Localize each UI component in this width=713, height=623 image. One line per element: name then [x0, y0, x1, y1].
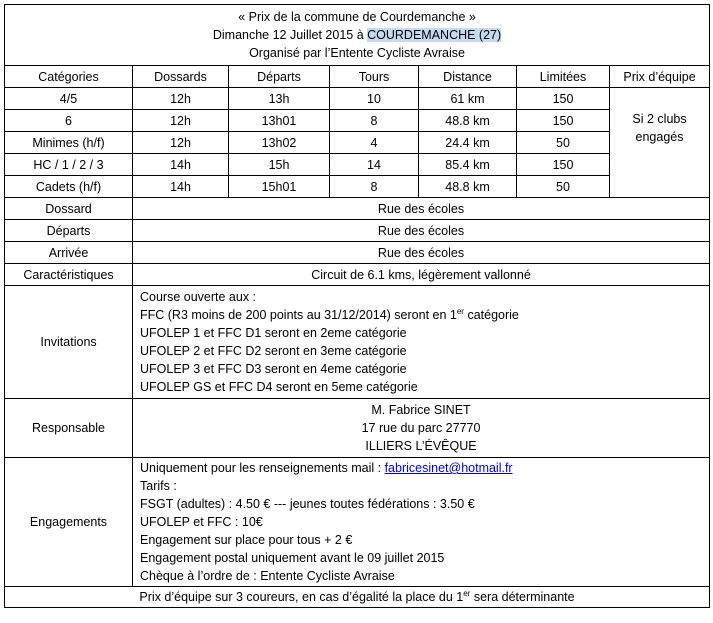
category-distance: 48.8 km — [419, 176, 517, 198]
prix-equipe-cell: Si 2 clubs engagés — [610, 88, 710, 198]
info-row-caracteristiques — [5, 264, 710, 286]
category-distance: 85.4 km — [419, 154, 517, 176]
category-dossards: 14h — [133, 176, 229, 198]
category-name: Cadets (h/f) — [5, 176, 133, 198]
responsable-row — [5, 399, 710, 458]
info-row-dossard — [5, 198, 710, 220]
column-header-row — [5, 66, 710, 88]
category-departs: 13h02 — [229, 132, 330, 154]
category-tours: 8 — [330, 176, 419, 198]
invitations-row — [5, 286, 710, 399]
category-dossards: 12h — [133, 88, 229, 110]
event-location: COURDEMANCHE (27) — [367, 28, 502, 42]
engagements-label: Engagements — [5, 458, 133, 587]
category-departs: 15h01 — [229, 176, 330, 198]
responsable-content — [133, 399, 710, 458]
category-tours: 8 — [330, 110, 419, 132]
invitations-label: Invitations — [5, 286, 133, 399]
category-departs: 13h01 — [229, 110, 330, 132]
col-header-departs: Départs — [229, 66, 330, 88]
category-dossards: 14h — [133, 154, 229, 176]
info-label: Départs — [5, 220, 133, 242]
col-header-distance: Distance — [419, 66, 517, 88]
category-limitees: 150 — [517, 154, 610, 176]
email-link[interactable]: fabricesinet@hotmail.fr — [384, 461, 513, 475]
category-distance: 48.8 km — [419, 110, 517, 132]
info-value: Rue des écoles — [133, 220, 710, 242]
event-organizer: Organisé par l’Entente Cycliste Avraise — [249, 46, 465, 60]
category-dossards: 12h — [133, 132, 229, 154]
category-departs: 15h — [229, 154, 330, 176]
info-label: Caractéristiques — [5, 264, 133, 286]
category-row — [5, 110, 710, 132]
engagements-content: Uniquement pour les renseignements mail : fabricesinet@hotmail.fr Tarifs : FSGT (adultes) : 4.50 € --- jeunes toutes fédérations : 3.50 € UFOLEP et FFC : 10€ Engagement sur place pour tous + 2 € Engagement postal uniquement avant le 09 juillet 2015 Chèque à l’ordre de : Entente Cycliste Avraise — [133, 458, 710, 587]
info-label: Arrivée — [5, 242, 133, 264]
info-label: Dossard — [5, 198, 133, 220]
engagements-row — [5, 458, 710, 587]
category-limitees: 50 — [517, 176, 610, 198]
responsable-name: M. Fabrice SINET — [371, 403, 471, 417]
category-name: HC / 1 / 2 / 3 — [5, 154, 133, 176]
responsable-label: Responsable — [5, 399, 133, 458]
footer-row — [5, 587, 710, 608]
info-value: Rue des écoles — [133, 242, 710, 264]
info-row-arrivee — [5, 242, 710, 264]
invitations-content: Course ouverte aux : FFC (R3 moins de 200 points au 31/12/2014) seront en 1er catégorie UFOLEP 1 et FFC D1 seront en 2eme catégorie UFOLEP 2 et FFC D2 seront en 3eme catégorie UFOLEP 3 et FFC D3 seront en 4eme catégorie UFOLEP GS et FFC D4 seront en 5eme catégorie — [133, 286, 710, 399]
col-header-tours: Tours — [330, 66, 419, 88]
category-tours: 4 — [330, 132, 419, 154]
category-row — [5, 154, 710, 176]
category-limitees: 50 — [517, 132, 610, 154]
category-row — [5, 176, 710, 198]
category-name: Minimes (h/f) — [5, 132, 133, 154]
category-row — [5, 88, 710, 110]
responsable-city: ILLIERS L’ÉVÊQUE — [365, 439, 477, 453]
category-tours: 10 — [330, 88, 419, 110]
category-row — [5, 132, 710, 154]
info-value: Rue des écoles — [133, 198, 710, 220]
event-title: « Prix de la commune de Courdemanche » — [238, 10, 476, 24]
category-tours: 14 — [330, 154, 419, 176]
category-limitees: 150 — [517, 88, 610, 110]
col-header-dossards: Dossards — [133, 66, 229, 88]
race-info-table — [4, 4, 710, 608]
footer-note: Prix d’équipe sur 3 coureurs, en cas d’égalité la place du 1er sera déterminante — [5, 587, 710, 608]
col-header-prix-equipe: Prix d’équipe — [610, 66, 710, 88]
category-distance: 24.4 km — [419, 132, 517, 154]
category-limitees: 150 — [517, 110, 610, 132]
event-header — [5, 5, 710, 66]
col-header-categories: Catégories — [5, 66, 133, 88]
category-distance: 61 km — [419, 88, 517, 110]
responsable-address: 17 rue du parc 27770 — [361, 421, 481, 435]
event-date: Dimanche 12 Juillet 2015 à COURDEMANCHE (27) — [212, 28, 502, 42]
info-row-departs — [5, 220, 710, 242]
category-name: 6 — [5, 110, 133, 132]
category-dossards: 12h — [133, 110, 229, 132]
category-name: 4/5 — [5, 88, 133, 110]
info-value: Circuit de 6.1 kms, légèrement vallonné — [133, 264, 710, 286]
category-departs: 13h — [229, 88, 330, 110]
col-header-limitees: Limitées — [517, 66, 610, 88]
